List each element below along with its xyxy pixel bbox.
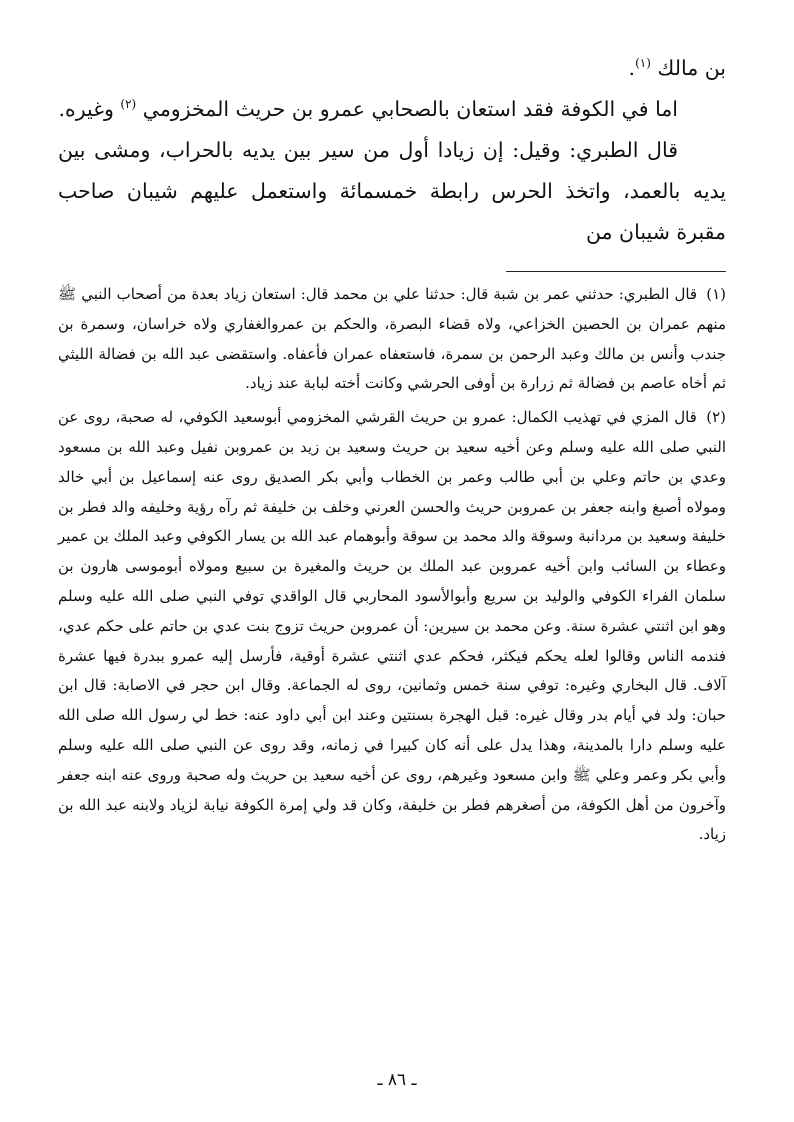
body-text: بن مالك (657, 56, 726, 80)
body-paragraph-1 (58, 48, 726, 89)
footnote-reference-1: (١) (635, 56, 651, 71)
body-text-end: . (628, 56, 636, 80)
body-paragraph-3: قال الطبري: وقيل: إن زيادا أول من سير بين يديه بالحراب، ومشى بين يديه بالعمد، واتخذ الحرس رابطة خمسمائة واستعمل عليهم شيبان صاحب مقبرة شيبان من (58, 138, 726, 244)
body-text: اما في الكوفة فقد استعان بالصحابي عمرو بن حريث المخزومي (142, 97, 678, 121)
footnote-reference-2: (٢) (120, 97, 137, 112)
footnote-text: قال المزي في تهذيب الكمال: عمرو بن حريث القرشي المخزومي أبوسعيد الكوفي، له صحبة، روى عن النبي صلى الله عليه وسلم وعن أخيه سعيد بن حريث وسعيد بن زيد بن عمروبن نفيل وعبد الله بن مسعود وعدي بن حاتم وعلي بن أبي طالب وعمر بن الخطاب وأبي بكر الصديق روى عنه إسماعيل بن أبي خالد ومولاه أصبغ وابنه جعفر بن عمروبن حريث والحسن العرني وخلف بن خليفة ثم رآه رؤية وخليفه والد فطر بن خليفة وسعيد بن مردانبة وسوقة والد محمد بن سوقة وأبوهمام عبد الله بن يسار الكوفي وعبد الملك بن عمير وعطاء بن السائب وابن أخيه عمروبن عبد الملك بن حريث والمغيرة بن سبيع ومولاه أبوموسى هارون بن سلمان الفراء الكوفي والوليد بن سريع وأبوالأسود المحاربي قال الواقدي توفي النبي صلى الله عليه وسلم وهو ابن اثنتي عشرة سنة. وعن محمد بن سيرين: أن عمروبن حريث تزوج بنت عدي بن حاتم على حكم عدي، فندمه الناس وقالوا لعله يحكم فيكثر، فحكم عدي اثنتي عشرة أوقية، فأرسل إليه عمرو ببدرة فيها عشرة آلاف. قال البخاري وغيره: توفي سنة خمس وثمانين، روى له الجماعة. وقال ابن حجر في الاصابة: قال ابن حبان: ولد في أيام بدر وقال غيره: قبل الهجرة بسنتين وعند ابن أبي داود عنه: خط لي رسول الله صلى الله عليه وسلم دارا بالمدينة، وهذا يدل على أنه كان كبيرا في زمانه، وقد روى عن النبي صلى الله عليه وسلم وأبي بكر وعمر وعلي ﷺ وابن مسعود وغيرهم، روى عن أخيه سعيد بن حريث وله صحبة وروى عنه ابنه جعفر وآخرون من أهل الكوفة، من أصغرهم فطر بن خليفة، وكان قد ولي إمرة الكوفة نيابة لزياد ولابنه عبد الله بن زياد. (58, 408, 726, 844)
page-content (58, 48, 726, 852)
footnote-separator (506, 271, 726, 272)
footnote-1 (58, 280, 726, 399)
footnote-text: قال الطبري: حدثني عمر بن شبة قال: حدثنا علي بن محمد قال: استعان زياد بعدة من أصحاب النبي ﷺ منهم عمران بن الحصين الخزاعي، ولاه قضاء البصرة، والحكم بن عمروالغفاري ولاه خراسان، وسمرة بن جندب وأنس بن مالك وعبد الرحمن بن سمرة، فاستعفاه عمران فأعفاه. واستقضى عبد الله بن فضالة الليثي ثم أخاه عاصم بن فضالة ثم زرارة بن أوفى الحرشي وكانت أخته لبابة عند زياد. (58, 285, 726, 393)
body-text-end: وغيره. (58, 97, 121, 121)
page-number: ـ ٨٦ ـ (377, 1070, 417, 1090)
footnote-number: (٢) (706, 408, 726, 427)
footnote-2 (58, 403, 726, 850)
body-paragraph-2 (58, 89, 726, 130)
footnote-number: (١) (706, 285, 726, 303)
